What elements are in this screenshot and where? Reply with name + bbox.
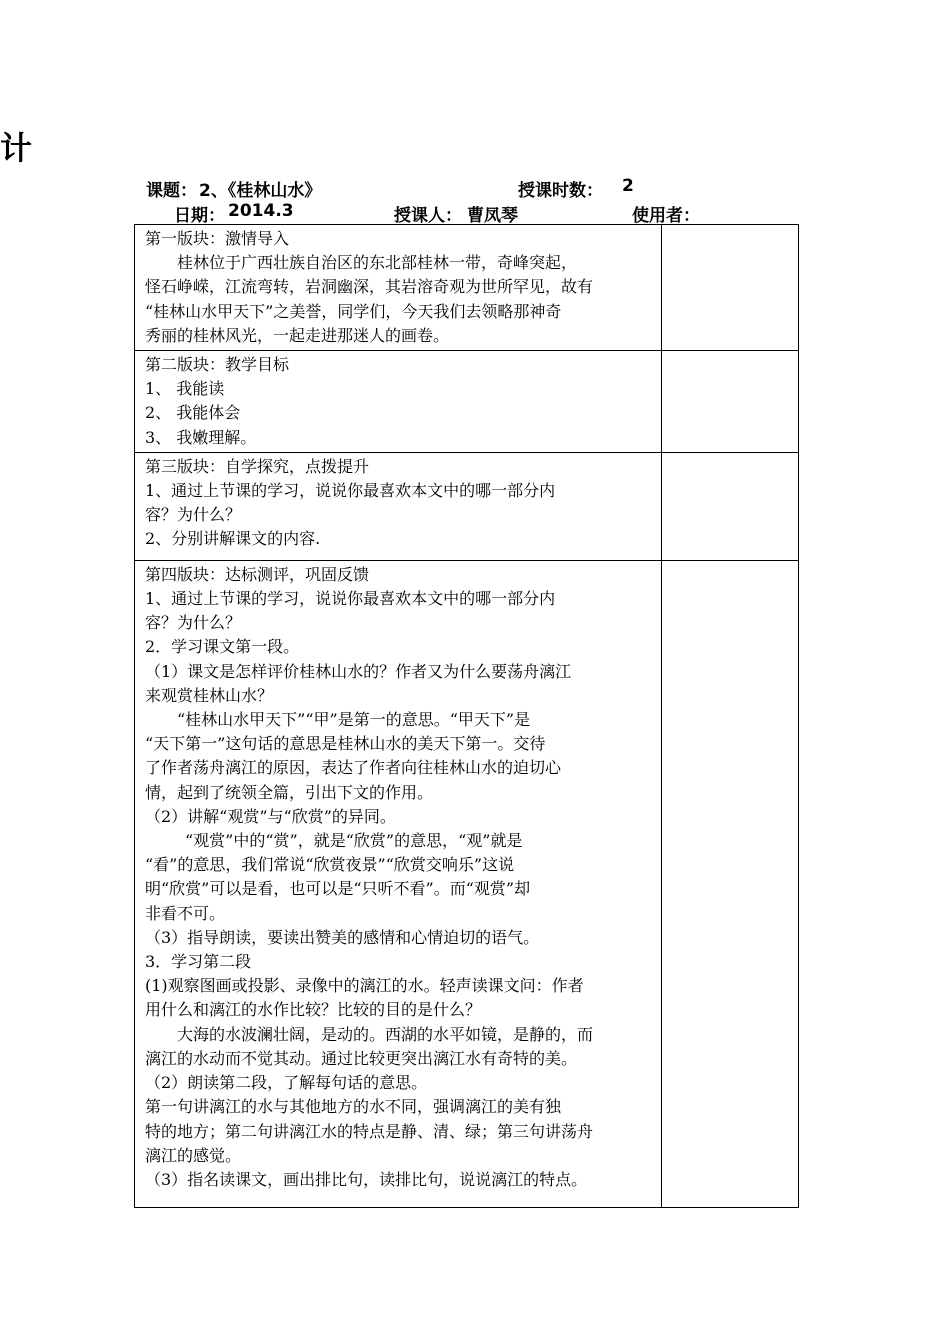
text-line: 非看不可。 — [145, 903, 226, 923]
text-line: “桂林山水甲天下”之美誉，同学们，今天我们去领略那神奇 — [145, 301, 562, 321]
notes-cell — [662, 351, 799, 453]
text-line: 用什么和漓江的水作比较？比较的目的是什么？ — [145, 1000, 482, 1020]
notes-cell — [662, 225, 799, 351]
text-line: 大海的水波澜壮阔，是动的。西湖的水平如镜，是静的，而 — [177, 1024, 594, 1044]
text-line: 2、 我能体会 — [145, 403, 241, 423]
topic-value: 2、《桂林山水》 — [199, 181, 322, 201]
section-title: 第三版块：自学探究，点拨提升 — [145, 456, 370, 476]
section-content — [135, 225, 662, 351]
text-line: （2）朗读第二段，了解每句话的意思。 — [145, 1073, 428, 1093]
hours-value: 2 — [622, 176, 634, 196]
section-content — [135, 351, 662, 453]
text-line: 2．学习课文第一段。 — [145, 637, 300, 657]
section-content — [135, 560, 662, 1207]
teacher-label: 授课人： — [394, 206, 462, 226]
teacher-value: 曹凤琴 — [467, 206, 518, 226]
text-line: （1）课文是怎样评价桂林山水的？作者又为什么要荡舟漓江 — [145, 661, 572, 681]
text-line: 特的地方；第二句讲漓江水的特点是静、清、绿；第三句讲荡舟 — [145, 1121, 594, 1141]
text-line: 2、分别讲解课文的内容. — [145, 529, 321, 549]
section-content — [135, 452, 662, 560]
text-line: 怪石峥嵘，江流弯转，岩洞幽深，其岩溶奇观为世所罕见，故有 — [145, 277, 594, 297]
section-title: 第四版块：达标测评，巩固反馈 — [145, 564, 370, 584]
lesson-plan-table — [134, 224, 799, 1208]
text-line: 容？为什么？ — [145, 505, 242, 525]
text-line: 情，起到了统领全篇，引出下文的作用。 — [145, 782, 434, 802]
section-row — [135, 225, 799, 351]
text-line: （3）指导朗读，要读出赞美的感情和心情迫切的语气。 — [145, 927, 540, 947]
text-line: “观赏”中的“赏”，就是“欣赏”的意思，“观”就是 — [185, 831, 523, 851]
text-line: “天下第一”这句话的意思是桂林山水的美天下第一。交待 — [145, 734, 546, 754]
hours-label: 授课时数： — [518, 181, 603, 201]
date-label: 日期： — [174, 206, 225, 226]
text-line: 了作者荡舟漓江的原因，表达了作者向往桂林山水的迫切心 — [145, 758, 562, 778]
text-line: 1、 我能读 — [145, 379, 225, 399]
text-line: 漓江的感觉。 — [145, 1145, 242, 1165]
date-value: 2014.3 — [228, 201, 294, 221]
text-line: 容？为什么？ — [145, 613, 242, 633]
text-line: 明“欣赏”可以是看，也可以是“只听不看”。而“观赏”却 — [145, 879, 531, 899]
topic-label: 课题： — [146, 181, 197, 201]
text-line: 1、通过上节课的学习，说说你最喜欢本文中的哪一部分内 — [145, 481, 556, 501]
text-line: 第一句讲漓江的水与其他地方的水不同，强调漓江的美有独 — [145, 1097, 562, 1117]
text-line: 来观赏桂林山水？ — [145, 685, 274, 705]
text-line: “看”的意思，我们常说“欣赏夜景”“欣赏交响乐”这说 — [145, 855, 515, 875]
section-title: 第二版块：教学目标 — [145, 355, 290, 375]
notes-cell — [662, 452, 799, 560]
section-row — [135, 560, 799, 1207]
section-row — [135, 452, 799, 560]
page-title-fragment: 计 — [0, 129, 33, 167]
section-title: 第一版块：激情导入 — [145, 229, 290, 248]
user-label: 使用者： — [632, 206, 700, 226]
text-line: 3、 我嫩理解。 — [145, 427, 257, 447]
text-line: “桂林山水甲天下”“甲”是第一的意思。“甲天下”是 — [177, 710, 531, 730]
text-line: 桂林位于广西壮族自治区的东北部桂林一带，奇峰突起， — [177, 253, 578, 273]
text-line: (1)观察图画或投影、录像中的漓江的水。轻声读课文问：作者 — [145, 976, 584, 996]
text-line: 3．学习第二段 — [145, 952, 252, 972]
text-line: 漓江的水动而不觉其动。通过比较更突出漓江水有奇特的美。 — [145, 1048, 578, 1068]
text-line: （2）讲解“观赏”与“欣赏”的异同。 — [145, 806, 396, 826]
text-line: （3）指名读课文，画出排比句，读排比句，说说漓江的特点。 — [145, 1169, 588, 1189]
text-line: 1、通过上节课的学习，说说你最喜欢本文中的哪一部分内 — [145, 589, 556, 609]
section-row — [135, 351, 799, 453]
text-line: 秀丽的桂林风光，一起走进那迷人的画卷。 — [145, 325, 450, 345]
notes-cell — [662, 560, 799, 1207]
